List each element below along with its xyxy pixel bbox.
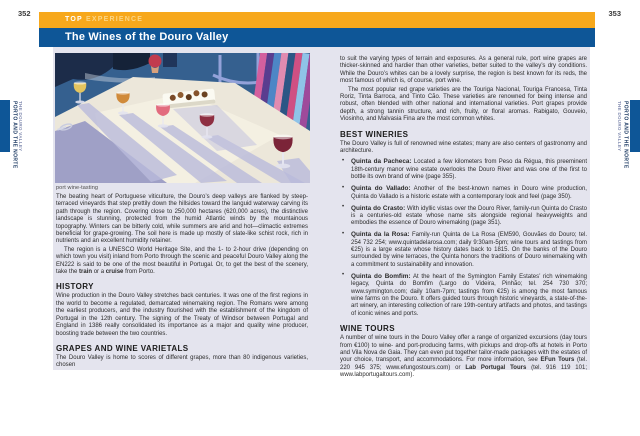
- list-item-quinta-da-la-rosa: [340, 231, 587, 269]
- intro-paragraph-2: [56, 247, 308, 277]
- section-tab-bar-right: [630, 100, 640, 152]
- photo-caption: port wine-tasting: [56, 185, 99, 191]
- cruise-crossref: cruise: [105, 269, 124, 276]
- wine-tours-heading: WINE TOURS: [340, 324, 395, 334]
- tab-chapter-label: PORTO AND THE NORTE: [622, 101, 629, 169]
- red-varieties-paragraph: The most popular red grape varieties are the Touriga Nacional, Touriga Francesa, Tinta Roriz, Tinta Barroca, and Tinto Cão. These varieties are renowned for being intense and robust, often blended with other national and international varieties. Port grapes provide depth, a strong tannin structure, and rich, fruity, or floral aromas. Rabigato, Gouveio, Viosinho, and Malvasia Fina are the most common whites.: [340, 86, 587, 123]
- winery-name: Quinta do Crasto:: [351, 204, 406, 212]
- intro-p2-mid: or a: [92, 269, 106, 276]
- kicker-bar: [39, 12, 595, 28]
- tab-chapter-label: PORTO AND THE NORTE: [11, 101, 18, 169]
- list-item-quinta-do-crasto: [340, 205, 587, 228]
- winery-name: Quinta da Pacheca:: [351, 158, 412, 166]
- list-item-quinta-do-vallado: [340, 185, 587, 201]
- bullet-icon: •: [342, 204, 345, 210]
- page-title: The Wines of the Douro Valley: [65, 31, 229, 43]
- wine-tours-paragraph: [340, 335, 587, 379]
- winery-description: Located a few kilometers from Peso da Régua, this preeminent 18th-century manor wine estate overlooks the Douro River and was one of the first to bottle its own brand of wine (page 355).: [351, 159, 588, 181]
- bullet-icon: •: [342, 157, 345, 164]
- section-tab-right: [617, 101, 629, 169]
- tours-text: A number of wine tours in the Douro Valley offer a range of organized excursions (day tours from €100) to wine- and port-producing farms, with pickups and drop-offs at hotels in Porto and Vila Nova de Gaia. They can even put together tailor-made packages with the estates of your choice, transport, and accommodations. For more information, see: [340, 335, 587, 364]
- title-bar: [39, 28, 595, 47]
- list-item-quinta-do-bomfim: [340, 273, 587, 318]
- bullet-icon: •: [342, 230, 345, 237]
- winery-list: [340, 158, 587, 318]
- winery-description: Family-run Quinta de La Rosa (EM590, Gouvães do Douro; tel. 254 732 254; www.quintadelarosa.com; daily 9:30am-5pm; wine tours and tastings from €25) is a large estate whose history dates back to 1815. On the banks of the Douro surrounded by wine terraces, the Quinta honors the traditions of Douro winemaking with a commitment to sustainability and innovation.: [351, 232, 588, 268]
- intro-paragraph-1: The beating heart of Portuguese viticulture, the Douro’s deep valleys are flanked by steep-terraced vineyards that step prettily down the hillsides toward the languid waterway carving its path through the region. Covering close to 250,000 hectares (620,000 acres), the distinctive landscape is stunning, protected from the humid Atlantic winds by the mountainous topography. Winters can be bitterly cold, while summers are arid and hot—climactic extremes beneficial for grape-growing. The soil here is made up mostly of slate-like schist rock, rich in nutrients and an excellent humidity retainer.: [56, 194, 308, 245]
- winery-description: Another of the best-known names in Douro wine production, Quinta do Vallado is a historic estate with a contemporary look and feel (page 350).: [351, 186, 587, 200]
- grapes-continued-paragraph: to suit the varying types of terrain and exposures. As a general rule, port wine grapes are thicker-skinned and hardier than other varieties, better suited to the valley’s dry conditions. While the Douro’s whites can be a lovely surprise, the region is best known for its reds, the most famous of which is, of course, port wine.: [340, 56, 587, 85]
- grapes-heading: GRAPES AND WINE VARIETALS: [56, 343, 189, 353]
- kicker-text: [39, 12, 595, 28]
- right-page-column: [340, 56, 587, 380]
- section-tab-bar-left: [0, 100, 10, 152]
- tours-end: (tel. 916 119 101; www.labportugaltours.com).: [340, 364, 587, 379]
- wine-tasting-photo: [55, 53, 310, 183]
- tab-chapter-sub-label: THE DOURO VALLEY: [617, 101, 622, 152]
- grapes-paragraph: The Douro Valley is home to scores of different grapes, more than 80 indigenous varieties, chosen: [56, 354, 308, 369]
- winery-description: At the heart of the Symington Family Estates’ rich winemaking legacy, Quinta do Bomfim (Largo do Videira, Pinhão; tel. 254 730 370; www.symington.com; daily 10am-7pm; tastings from €25) is among the most famous wine farms on the Douro. It offers guided tours through historic vineyards, a state-of-the-art winery, an interesting collection of rare 19th-century artifacts and photos, and tastings of iconic wines and ports.: [351, 273, 587, 317]
- train-crossref: train: [79, 269, 93, 276]
- efun-tours-crossref: EFun Tours: [540, 357, 575, 364]
- intro-p2-text: The region is a UNESCO World Heritage Site, and the 1- to 2-hour drive (depending on which town you visit) inland from Porto through the scenic and peaceful Douro Valley along the EN222 is said to be one of the most beautiful in Portugal. Or, to get the best of the scenery, take the: [56, 246, 308, 276]
- winery-description: With idyllic vistas over the Douro River, family-run Quinta do Crasto is a centuries-old estate whose name sits alongside regional heavyweights and embodies the essence of Douro winemaking (page 351).: [351, 205, 587, 227]
- kicker-bold: TOP: [65, 16, 83, 23]
- bullet-icon: •: [342, 272, 345, 279]
- winery-name: Quinta do Bomfim:: [351, 272, 411, 280]
- intro-p2-end: from Porto.: [123, 269, 155, 276]
- lab-portugal-tours-crossref: Lab Portugal Tours: [465, 364, 527, 371]
- left-page-column: [56, 194, 308, 370]
- page-number-right: 353: [608, 9, 621, 18]
- wine-tasting-illustration: [55, 53, 310, 183]
- tours-mid: (tel. 220 945 375; www.efungostours.com) or: [340, 357, 587, 371]
- best-wineries-heading: BEST WINERIES: [340, 129, 409, 139]
- tab-chapter-sub-label: THE DOURO VALLEY: [18, 101, 23, 152]
- page-number-left: 352: [18, 9, 31, 18]
- best-wineries-intro: The Douro Valley is full of renowned wine estates; many are also centers of gastronomy and architecture.: [340, 140, 587, 155]
- history-paragraph: Wine production in the Douro Valley stretches back centuries. It was one of the first regions in the world to become a regulated, demarcated winemaking region. The Romans were among the earliest producers, and the industry flourished with the establishment of the kingdom of Portugal in the 12th century. The signing of the Treaty of Windsor between Portugal and England in 1386 really consolidated its importance as a major and quality wine producer, boosting trade between the two countries.: [56, 293, 308, 337]
- winery-name: Quinta da la Rosa:: [351, 231, 410, 239]
- kicker-rest: EXPERIENCE: [86, 16, 144, 23]
- section-tab-left: [12, 101, 24, 169]
- winery-name: Quinta do Vallado:: [351, 185, 411, 193]
- bullet-icon: •: [342, 184, 345, 191]
- history-heading: HISTORY: [56, 282, 94, 292]
- list-item-quinta-da-pacheca: [340, 158, 587, 181]
